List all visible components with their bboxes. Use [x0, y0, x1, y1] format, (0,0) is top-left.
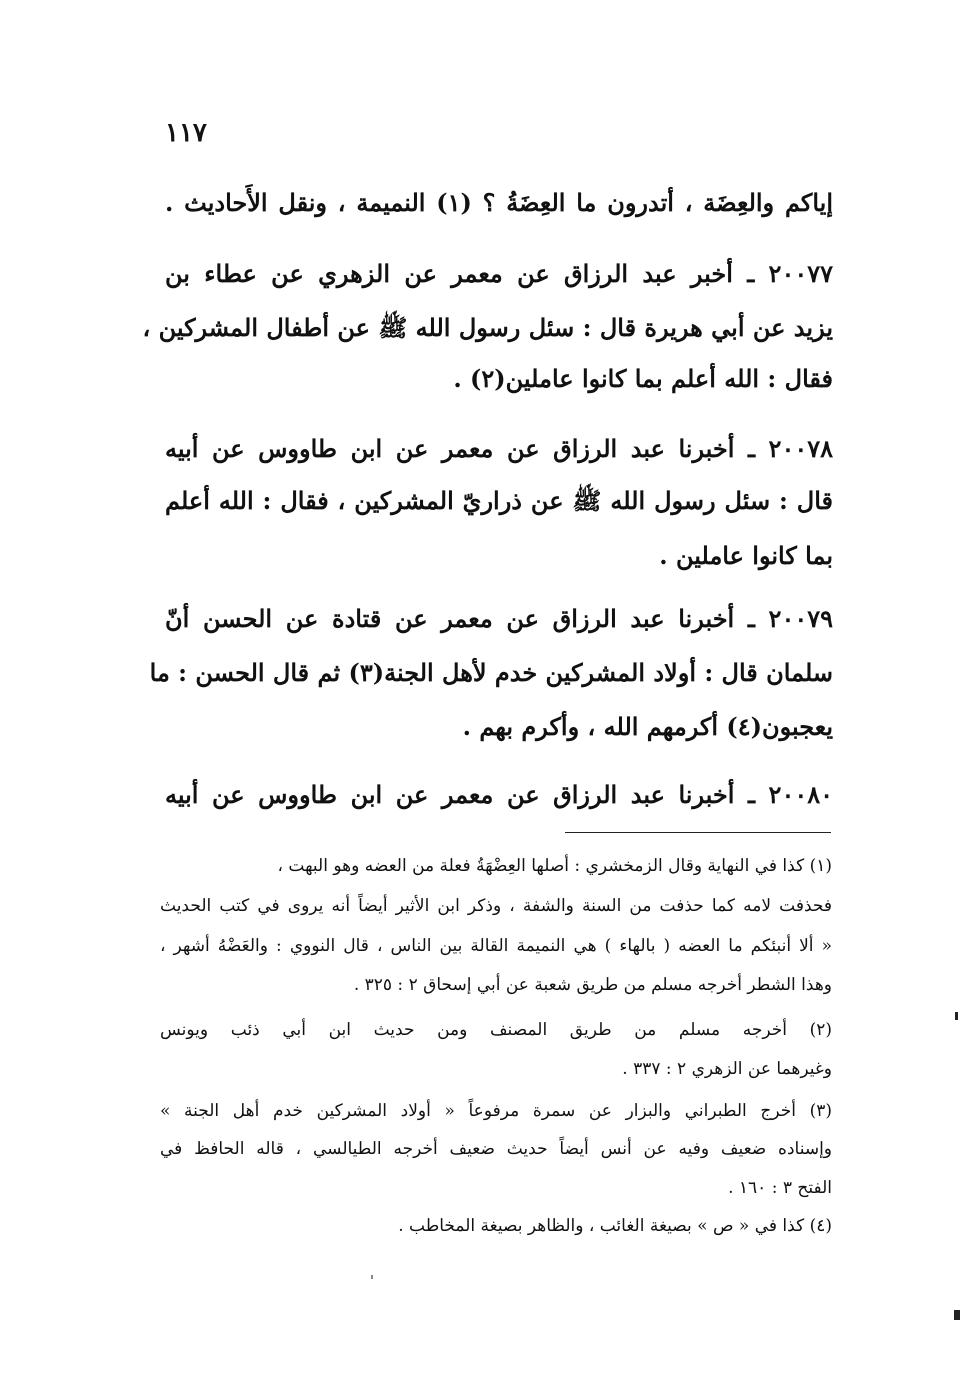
footnote-line: (٢) أخرجه مسلم من طريق المصنف ومن حديث ابن أبي ذئب ويونس [160, 1020, 832, 1040]
text-line: فقال : الله أعلم بما كانوا عاملين(٢) . [453, 364, 833, 393]
footnote-line: « ألا أنبئكم ما العضه ( بالهاء ) هي النميمة القالة بين الناس ، قال النووي : والعَضْهُ أشهر ، [160, 936, 832, 956]
text-line: يزيد عن أبي هريرة قال : سئل رسول الله ﷺ عن أطفال المشركين ، [142, 313, 833, 342]
footnote-line: فحذفت لامه كما حذفت من السنة والشفة ، وذكر ابن الأثير أيضاً أنه يروى في كتب الحديث [160, 896, 832, 916]
footnote-line: (٣) أخرج الطبراني والبزار عن سمرة مرفوعاً « أولاد المشركين خدم أهل الجنة » [160, 1101, 832, 1121]
footnote-line: (١) كذا في النهاية وقال الزمخشري : أصلها العِضْهَةُ فعلة من العضه وهو البهت ، [277, 856, 832, 876]
text-line: ٢٠٠٨٠ ـ أخبرنا عبد الرزاق عن معمر عن ابن طاووس عن أبيه [165, 780, 833, 809]
scan-mark [371, 1275, 373, 1279]
footnote-line: وإسناده ضعيف وفيه عن أنس أيضاً حديث ضعيف أخرجه الطيالسي ، قاله الحافظ في [160, 1139, 832, 1159]
footnote-line: (٤) كذا في « ص » بصيغة الغائب ، والظاهر بصيغة المخاطب . [398, 1216, 832, 1236]
text-line: يعجبون(٤) أكرمهم الله ، وأكرم بهم . [462, 712, 833, 741]
text-line: ٢٠٠٧٩ ـ أخبرنا عبد الرزاق عن معمر عن قتادة عن الحسن أنّ [165, 604, 833, 633]
text-line: ٢٠٠٧٨ ـ أخبرنا عبد الرزاق عن معمر عن ابن طاووس عن أبيه [165, 434, 833, 463]
text-line: قال : سئل رسول الله ﷺ عن ذراريّ المشركين ، فقال : الله أعلم [165, 486, 833, 515]
footnote-line: الفتح ٣ : ١٦٠ . [728, 1178, 832, 1198]
scan-mark [954, 1310, 960, 1320]
scan-mark [955, 1012, 958, 1020]
text-line: سلمان قال : أولاد المشركين خدم لأهل الجنة(٣) ثم قال الحسن : ما [149, 658, 833, 687]
page-number: ١١٧ [165, 118, 207, 148]
footnote-line: وهذا الشطر أخرجه مسلم من طريق شعبة عن أبي إسحاق ٢ : ٣٢٥ . [353, 975, 832, 995]
text-line: إياكم والعِضَة ، أتدرون ما العِضَةُ ؟ (١) النميمة ، ونقل الأَحاديث . [165, 188, 833, 217]
text-line: بما كانوا عاملين . [659, 541, 833, 570]
text-line: ٢٠٠٧٧ ـ أخبر عبد الرزاق عن معمر عن الزهري عن عطاء بن [165, 259, 833, 288]
footnote-line: وغيرهما عن الزهري ٢ : ٣٣٧ . [622, 1059, 832, 1079]
footnote-divider [565, 832, 831, 833]
